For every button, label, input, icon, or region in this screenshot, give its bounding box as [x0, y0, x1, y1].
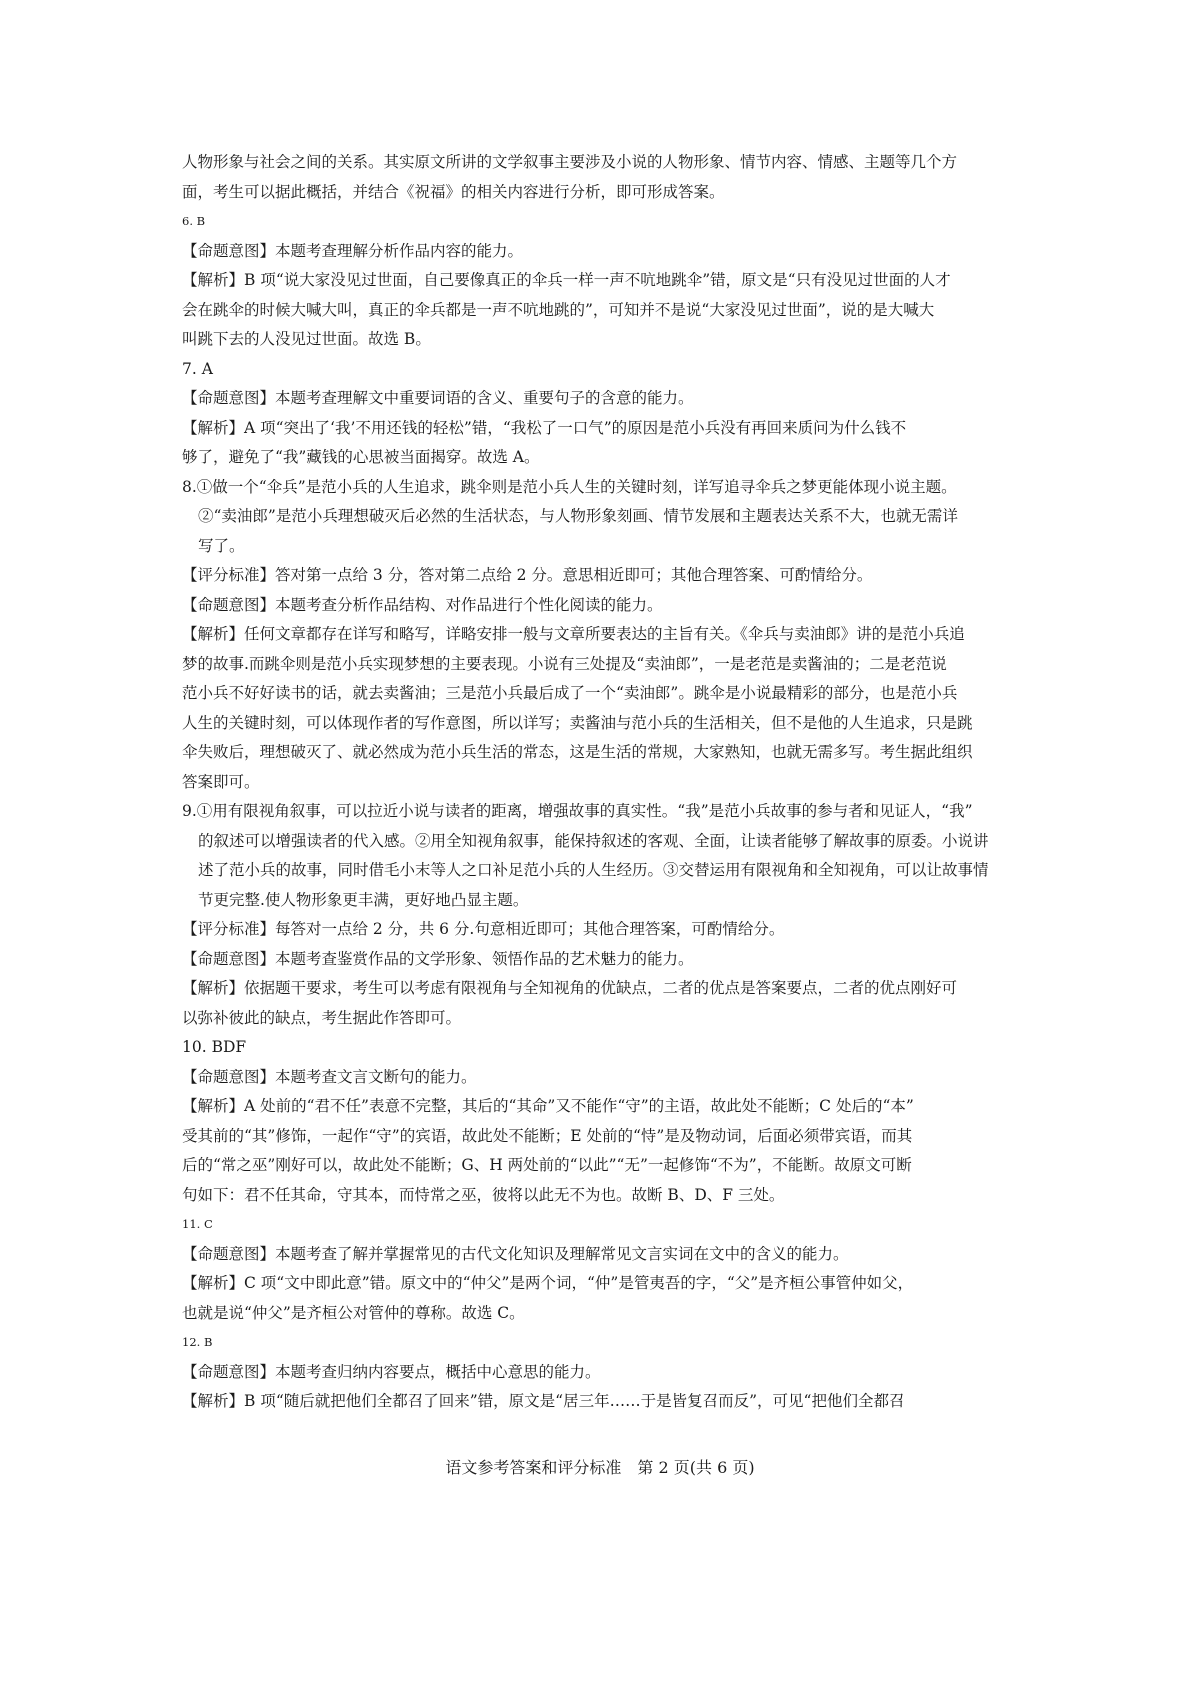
text-line: 8.①做一个“伞兵”是范小兵的人生追求，跳伞则是范小兵人生的关键时刻，详写追寻伞兵之梦更能体现小说主题。: [182, 477, 957, 496]
text-line: 人生的关键时刻，可以体现作者的写作意图，所以详写；卖酱油与范小兵的生活相关，但不是他的人生追求，只是跳: [182, 713, 973, 732]
text-line: 的叙述可以增强读者的代入感。②用全知视角叙事，能保持叙述的客观、全面，让读者能够了解故事的原委。小说讲: [198, 831, 989, 850]
text-line: 【命题意图】本题考查归纳内容要点，概括中心意思的能力。: [182, 1362, 601, 1381]
text-line: 【评分标准】每答对一点给 2 分，共 6 分.句意相近即可；其他合理答案，可酌情给分。: [182, 920, 785, 938]
text-line: 9.①用有限视角叙事，可以拉近小说与读者的距离，增强故事的真实性。“我”是范小兵故事的参与者和见证人，“我”: [182, 802, 973, 820]
text-line: 以弥补彼此的缺点，考生据此作答即可。: [182, 1008, 462, 1027]
text-line: 【解析】A 项“突出了‘我’不用还钱的轻松”错，“我松了一口气”的原因是范小兵没有再回来质问为什么钱不: [182, 418, 907, 437]
text-line: 【解析】任何文章都存在详写和略写，详略安排一般与文章所要表达的主旨有关。《伞兵与卖油郎》讲的是范小兵追: [182, 625, 965, 643]
text-line: 答案即可。: [182, 772, 260, 791]
text-line: 会在跳伞的时候大喊大叫，真正的伞兵都是一声不吭地跳的”，可知并不是说“大家没见过世面”，说的是大喊大: [182, 300, 935, 319]
text-line: 【解析】C 项“文中即此意”错。原文中的“仲父”是两个词，“仲”是管夷吾的字，“父”是齐桓公事管仲如父，: [182, 1274, 914, 1292]
text-line: 伞失败后，理想破灭了、就必然成为范小兵生活的常态，这是生活的常规，大家熟知，也就无需多写。考生据此组织: [182, 743, 973, 761]
text-line: 受其前的“其”修饰，一起作“守”的宾语，故此处不能断；E 处前的“恃”是及物动词，后面必须带宾语，而其: [182, 1126, 913, 1145]
text-line: 【命题意图】本题考查鉴赏作品的文学形象、领悟作品的艺术魅力的能力。: [182, 949, 694, 968]
text-line: ②“卖油郎”是范小兵理想破灭后必然的生活状态，与人物形象刻画、情节发展和主题表达关系不大，也就无需详: [198, 507, 958, 525]
text-line: 6. B: [182, 214, 206, 228]
text-line: 【命题意图】本题考查分析作品结构、对作品进行个性化阅读的能力。: [182, 595, 663, 614]
text-line: 【评分标准】答对第一点给 3 分，答对第二点给 2 分。意思相近即可；其他合理答案、可酌情给分。: [182, 566, 873, 584]
text-line: 人物形象与社会之间的关系。其实原文所讲的文学叙事主要涉及小说的人物形象、情节内容、情感、主题等几个方: [182, 153, 958, 171]
text-line: 10. BDF: [182, 1038, 247, 1056]
text-line: 写了。: [198, 536, 245, 555]
text-line: 【解析】依据题干要求，考生可以考虑有限视角与全知视角的优缺点，二者的优点是答案要点，二者的优点刚好可: [182, 979, 958, 997]
text-line: 12. B: [182, 1335, 213, 1349]
text-line: 【解析】A 处前的“君不任”表意不完整，其后的“其命”又不能作“守”的主语，故此处不能断；C 处后的“本”: [182, 1097, 914, 1115]
text-line: 7. A: [182, 359, 213, 378]
text-line: 【命题意图】本题考查了解并掌握常见的古代文化知识及理解常见文言实词在文中的含义的能力。: [182, 1244, 849, 1263]
text-line: 够了，避免了“我”藏钱的心思被当面揭穿。故选 A。: [182, 448, 540, 466]
text-line: 句如下：君不任其命，守其本，而恃常之巫，彼将以此无不为也。故断 B、D、F 三处。: [182, 1185, 785, 1204]
text-line: 11. C: [182, 1217, 213, 1231]
text-line: 【命题意图】本题考查理解文中重要词语的含义、重要句子的含意的能力。: [182, 389, 694, 407]
text-line: 叫跳下去的人没见过世面。故选 B。: [182, 330, 431, 348]
text-line: 【解析】B 项“说大家没见过世面，自己要像真正的伞兵一样一声不吭地跳伞”错，原文是“只有没见过世面的人才: [182, 271, 951, 289]
text-line: 【命题意图】本题考查文言文断句的能力。: [182, 1067, 477, 1086]
text-line: 也就是说“仲父”是齐桓公对管仲的尊称。故选 C。: [182, 1303, 525, 1322]
answer-text-body: [182, 148, 1042, 1417]
text-line: 节更完整.使人物形象更丰满，更好地凸显主题。: [198, 890, 529, 909]
text-line: 【解析】B 项“随后就把他们全都召了回来”错，原文是“居三年……于是皆复召而反”，可见“把他们全都召: [182, 1392, 905, 1410]
text-line: 面，考生可以据此概括，并结合《祝福》的相关内容进行分析，即可形成答案。: [182, 182, 725, 201]
text-line: 后的“常之巫”刚好可以，故此处不能断；G、H 两处前的“以此”“无”一起修饰“不为”，不能断。故原文可断: [182, 1156, 912, 1174]
text-line: 范小兵不好好读书的话，就去卖酱油；三是范小兵最后成了一个“卖油郎”。跳伞是小说最精彩的部分，也是范小兵: [182, 684, 958, 702]
page-footer: 语文参考答案和评分标准 第 2 页(共 6 页): [445, 1458, 755, 1477]
text-line: 述了范小兵的故事，同时借毛小末等人之口补足范小兵的人生经历。③交替运用有限视角和全知视角，可以让故事情: [198, 861, 989, 879]
text-line: 【命题意图】本题考查理解分析作品内容的能力。: [182, 241, 524, 260]
text-line: 梦的故事.而跳伞则是范小兵实现梦想的主要表现。小说有三处提及“卖油郎”，一是老范是卖酱油的；二是老范说: [182, 654, 947, 673]
